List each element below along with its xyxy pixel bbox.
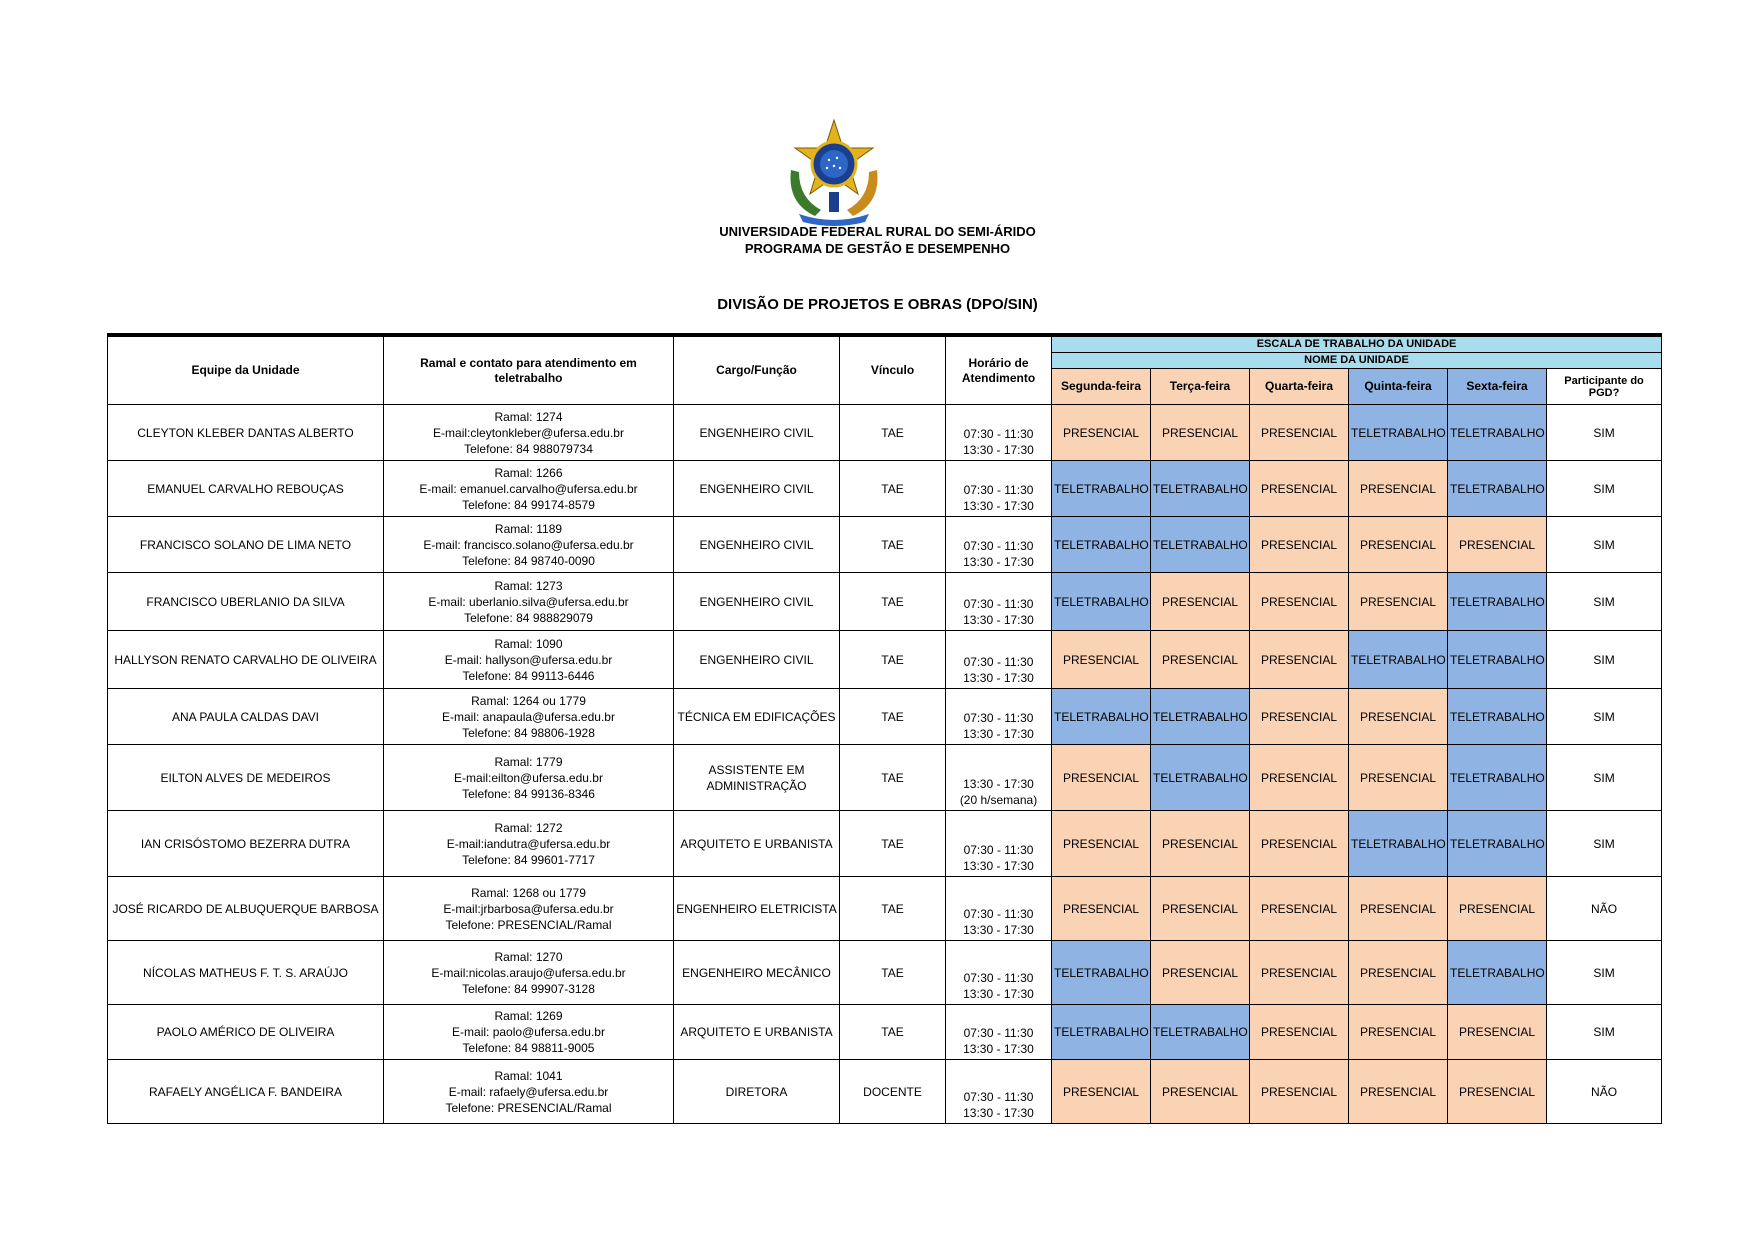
- day-status-cell: TELETRABALHO: [1052, 1005, 1151, 1060]
- work-schedule-table: [107, 333, 1662, 1124]
- header-day-thursday: Quinta-feira: [1349, 369, 1448, 405]
- day-status-cell: TELETRABALHO: [1151, 689, 1250, 745]
- hours-line-1: 07:30 - 11:30: [963, 597, 1034, 611]
- day-status-cell: TELETRABALHO: [1151, 461, 1250, 517]
- hours-cell: [946, 573, 1052, 631]
- day-status-cell: TELETRABALHO: [1448, 745, 1547, 811]
- header-schedule-band: ESCALA DE TRABALHO DA UNIDADE: [1052, 335, 1662, 353]
- table-row: [108, 1060, 1662, 1124]
- brazil-coat-of-arms-icon: [785, 118, 883, 228]
- contact-ramal: Ramal: 1274: [494, 409, 563, 424]
- day-status-cell: PRESENCIAL: [1448, 1005, 1547, 1060]
- contact-phone: Telefone: 84 988829079: [464, 610, 593, 625]
- hours-cell: [946, 689, 1052, 745]
- header-contact: Ramal e contato para atendimento em teletrabalho: [384, 335, 674, 405]
- day-status-cell: TELETRABALHO: [1448, 811, 1547, 877]
- table-row: [108, 811, 1662, 877]
- contact-email: E-mail: anapaula@ufersa.edu.br: [442, 709, 615, 724]
- contact-phone: Telefone: 84 98806-1928: [462, 725, 595, 740]
- day-status-cell: PRESENCIAL: [1349, 1005, 1448, 1060]
- day-status-cell: TELETRABALHO: [1448, 461, 1547, 517]
- hours-line-2: 13:30 - 17:30: [963, 1042, 1034, 1056]
- contact-phone: Telefone: 84 99136-8346: [462, 786, 595, 801]
- day-status-cell: PRESENCIAL: [1250, 941, 1349, 1005]
- day-status-cell: PRESENCIAL: [1151, 631, 1250, 689]
- day-status-cell: TELETRABALHO: [1052, 573, 1151, 631]
- contact-ramal: Ramal: 1273: [494, 578, 563, 593]
- pgd-cell: SIM: [1547, 631, 1662, 689]
- contact-phone: Telefone: 84 98740-0090: [462, 553, 595, 568]
- contact-cell: [384, 573, 674, 631]
- contact-phone: Telefone: 84 99174-8579: [462, 497, 595, 512]
- day-status-cell: PRESENCIAL: [1250, 1005, 1349, 1060]
- member-name: FRANCISCO UBERLANIO DA SILVA: [108, 573, 384, 631]
- member-name: FRANCISCO SOLANO DE LIMA NETO: [108, 517, 384, 573]
- bond-cell: TAE: [840, 1005, 946, 1060]
- header-bond: Vínculo: [840, 335, 946, 405]
- bond-cell: TAE: [840, 573, 946, 631]
- role-cell: ENGENHEIRO CIVIL: [674, 631, 840, 689]
- hours-line-1: 07:30 - 11:30: [963, 711, 1034, 725]
- day-status-cell: PRESENCIAL: [1349, 1060, 1448, 1124]
- day-status-cell: PRESENCIAL: [1250, 877, 1349, 941]
- role-cell: ASSISTENTE EM ADMINISTRAÇÃO: [674, 745, 840, 811]
- bond-cell: TAE: [840, 941, 946, 1005]
- day-status-cell: TELETRABALHO: [1349, 811, 1448, 877]
- member-name: PAOLO AMÉRICO DE OLIVEIRA: [108, 1005, 384, 1060]
- contact-cell: [384, 631, 674, 689]
- hours-line-1: 07:30 - 11:30: [963, 427, 1034, 441]
- day-status-cell: PRESENCIAL: [1349, 941, 1448, 1005]
- header-pgd: Participante do PGD?: [1547, 369, 1662, 405]
- day-status-cell: PRESENCIAL: [1250, 405, 1349, 461]
- bond-cell: TAE: [840, 877, 946, 941]
- program-name: PROGRAMA DE GESTÃO E DESEMPENHO: [744, 241, 1011, 256]
- day-status-cell: TELETRABALHO: [1151, 517, 1250, 573]
- contact-cell: [384, 405, 674, 461]
- day-status-cell: TELETRABALHO: [1448, 689, 1547, 745]
- hours-cell: [946, 461, 1052, 517]
- role-cell: ENGENHEIRO CIVIL: [674, 405, 840, 461]
- day-status-cell: PRESENCIAL: [1448, 1060, 1547, 1124]
- day-status-cell: TELETRABALHO: [1448, 573, 1547, 631]
- contact-ramal: Ramal: 1270: [494, 949, 563, 964]
- table-row: [108, 517, 1662, 573]
- bond-cell: TAE: [840, 631, 946, 689]
- bond-cell: TAE: [840, 745, 946, 811]
- hours-line-2: 13:30 - 17:30: [963, 671, 1034, 685]
- day-status-cell: TELETRABALHO: [1448, 631, 1547, 689]
- day-status-cell: PRESENCIAL: [1448, 517, 1547, 573]
- bond-cell: TAE: [840, 689, 946, 745]
- pgd-cell: SIM: [1547, 573, 1662, 631]
- hours-line-2: 13:30 - 17:30: [963, 555, 1034, 569]
- day-status-cell: PRESENCIAL: [1448, 877, 1547, 941]
- table-row: [108, 745, 1662, 811]
- table-row: [108, 689, 1662, 745]
- hours-cell: [946, 811, 1052, 877]
- day-status-cell: PRESENCIAL: [1151, 1060, 1250, 1124]
- pgd-cell: SIM: [1547, 745, 1662, 811]
- contact-phone: Telefone: 84 99113-6446: [462, 668, 595, 683]
- contact-cell: [384, 941, 674, 1005]
- contact-cell: [384, 1060, 674, 1124]
- hours-cell: [946, 1005, 1052, 1060]
- contact-email: E-mail:eilton@ufersa.edu.br: [454, 770, 603, 785]
- hours-line-2: 13:30 - 17:30: [963, 1106, 1034, 1120]
- pgd-cell: SIM: [1547, 811, 1662, 877]
- member-name: HALLYSON RENATO CARVALHO DE OLIVEIRA: [108, 631, 384, 689]
- day-status-cell: PRESENCIAL: [1250, 1060, 1349, 1124]
- pgd-cell: SIM: [1547, 461, 1662, 517]
- role-cell: ENGENHEIRO MECÂNICO: [674, 941, 840, 1005]
- hours-line-2: 13:30 - 17:30: [963, 859, 1034, 873]
- hours-line-1: 07:30 - 11:30: [963, 1090, 1034, 1104]
- hours-line-2: (20 h/semana): [959, 793, 1038, 807]
- header-hours: Horário de Atendimento: [946, 335, 1052, 405]
- bond-cell: TAE: [840, 405, 946, 461]
- day-status-cell: PRESENCIAL: [1349, 877, 1448, 941]
- day-status-cell: PRESENCIAL: [1250, 573, 1349, 631]
- table-row: [108, 1005, 1662, 1060]
- day-status-cell: TELETRABALHO: [1151, 745, 1250, 811]
- contact-cell: [384, 461, 674, 517]
- contact-ramal: Ramal: 1264 ou 1779: [471, 693, 586, 708]
- header-day-wednesday: Quarta-feira: [1250, 369, 1349, 405]
- day-status-cell: TELETRABALHO: [1052, 941, 1151, 1005]
- hours-cell: [946, 941, 1052, 1005]
- role-cell: ARQUITETO E URBANISTA: [674, 811, 840, 877]
- hours-line-2: 13:30 - 17:30: [963, 923, 1034, 937]
- member-name: CLEYTON KLEBER DANTAS ALBERTO: [108, 405, 384, 461]
- contact-email: E-mail: emanuel.carvalho@ufersa.edu.br: [419, 481, 638, 496]
- hours-line-1: 07:30 - 11:30: [963, 907, 1034, 921]
- day-status-cell: PRESENCIAL: [1250, 517, 1349, 573]
- contact-cell: [384, 745, 674, 811]
- hours-cell: [946, 745, 1052, 811]
- contact-ramal: Ramal: 1272: [494, 820, 563, 835]
- day-status-cell: PRESENCIAL: [1349, 517, 1448, 573]
- role-cell: ARQUITETO E URBANISTA: [674, 1005, 840, 1060]
- contact-phone: Telefone: 84 98811-9005: [462, 1041, 595, 1055]
- day-status-cell: TELETRABALHO: [1151, 1005, 1250, 1060]
- contact-ramal: Ramal: 1266: [494, 465, 563, 480]
- table-row: [108, 405, 1662, 461]
- contact-email: E-mail: uberlanio.silva@ufersa.edu.br: [428, 594, 629, 609]
- contact-email: E-mail: francisco.solano@ufersa.edu.br: [423, 537, 634, 552]
- member-name: EILTON ALVES DE MEDEIROS: [108, 745, 384, 811]
- pgd-cell: SIM: [1547, 941, 1662, 1005]
- day-status-cell: PRESENCIAL: [1052, 811, 1151, 877]
- day-status-cell: TELETRABALHO: [1052, 461, 1151, 517]
- role-cell: ENGENHEIRO CIVIL: [674, 517, 840, 573]
- day-status-cell: PRESENCIAL: [1250, 461, 1349, 517]
- day-status-cell: PRESENCIAL: [1151, 405, 1250, 461]
- table-row: [108, 877, 1662, 941]
- division-title: DIVISÃO DE PROJETOS E OBRAS (DPO/SIN): [717, 296, 1038, 313]
- day-status-cell: PRESENCIAL: [1052, 745, 1151, 811]
- day-status-cell: PRESENCIAL: [1349, 689, 1448, 745]
- contact-ramal: Ramal: 1041: [494, 1068, 563, 1083]
- contact-email: E-mail:nicolas.araujo@ufersa.edu.br: [431, 965, 626, 980]
- contact-phone: Telefone: 84 99907-3128: [462, 981, 595, 996]
- pgd-cell: SIM: [1547, 405, 1662, 461]
- contact-ramal: Ramal: 1090: [494, 636, 563, 651]
- role-cell: DIRETORA: [674, 1060, 840, 1124]
- hours-cell: [946, 1060, 1052, 1124]
- contact-cell: [384, 689, 674, 745]
- pgd-cell: NÃO: [1547, 877, 1662, 941]
- member-name: JOSÉ RICARDO DE ALBUQUERQUE BARBOSA: [108, 877, 384, 941]
- contact-cell: [384, 517, 674, 573]
- member-name: NÍCOLAS MATHEUS F. T. S. ARAÚJO: [108, 941, 384, 1005]
- day-status-cell: PRESENCIAL: [1151, 573, 1250, 631]
- hours-line-2: 13:30 - 17:30: [963, 727, 1034, 741]
- day-status-cell: PRESENCIAL: [1151, 811, 1250, 877]
- day-status-cell: PRESENCIAL: [1250, 811, 1349, 877]
- header-team: Equipe da Unidade: [108, 335, 384, 405]
- role-cell: ENGENHEIRO CIVIL: [674, 461, 840, 517]
- contact-ramal: Ramal: 1779: [494, 754, 563, 769]
- day-status-cell: PRESENCIAL: [1349, 573, 1448, 631]
- day-status-cell: PRESENCIAL: [1250, 631, 1349, 689]
- table-row: [108, 941, 1662, 1005]
- table-row: [108, 461, 1662, 517]
- hours-line-1: 13:30 - 17:30: [963, 777, 1034, 791]
- member-name: EMANUEL CARVALHO REBOUÇAS: [108, 461, 384, 517]
- day-status-cell: PRESENCIAL: [1052, 1060, 1151, 1124]
- hours-line-2: 13:30 - 17:30: [963, 443, 1034, 457]
- day-status-cell: PRESENCIAL: [1250, 689, 1349, 745]
- hours-cell: [946, 517, 1052, 573]
- bond-cell: TAE: [840, 517, 946, 573]
- role-cell: TÉCNICA EM EDIFICAÇÕES: [674, 689, 840, 745]
- day-status-cell: PRESENCIAL: [1052, 405, 1151, 461]
- day-status-cell: PRESENCIAL: [1250, 745, 1349, 811]
- pgd-cell: NÃO: [1547, 1060, 1662, 1124]
- day-status-cell: PRESENCIAL: [1349, 461, 1448, 517]
- member-name: IAN CRISÓSTOMO BEZERRA DUTRA: [108, 811, 384, 877]
- contact-phone: Telefone: 84 988079734: [464, 441, 593, 456]
- table-row: [108, 573, 1662, 631]
- day-status-cell: TELETRABALHO: [1349, 405, 1448, 461]
- day-status-cell: PRESENCIAL: [1151, 941, 1250, 1005]
- contact-cell: [384, 1005, 674, 1060]
- day-status-cell: PRESENCIAL: [1151, 877, 1250, 941]
- hours-cell: [946, 405, 1052, 461]
- contact-phone: Telefone: PRESENCIAL/Ramal: [445, 1100, 612, 1115]
- header-day-monday: Segunda-feira: [1052, 369, 1151, 405]
- table-row: [108, 631, 1662, 689]
- role-cell: ENGENHEIRO CIVIL: [674, 573, 840, 631]
- day-status-cell: PRESENCIAL: [1052, 877, 1151, 941]
- hours-line-1: 07:30 - 11:30: [963, 655, 1034, 669]
- pgd-cell: SIM: [1547, 689, 1662, 745]
- bond-cell: DOCENTE: [840, 1060, 946, 1124]
- day-status-cell: TELETRABALHO: [1052, 517, 1151, 573]
- hours-line-2: 13:30 - 17:30: [963, 613, 1034, 627]
- hours-line-1: 07:30 - 11:30: [963, 483, 1034, 497]
- day-status-cell: PRESENCIAL: [1349, 745, 1448, 811]
- hours-line-1: 07:30 - 11:30: [963, 1026, 1034, 1040]
- member-name: ANA PAULA CALDAS DAVI: [108, 689, 384, 745]
- day-status-cell: TELETRABALHO: [1052, 689, 1151, 745]
- contact-email: E-mail: rafaely@ufersa.edu.br: [448, 1084, 609, 1099]
- contact-email: E-mail:iandutra@ufersa.edu.br: [446, 836, 611, 851]
- role-cell: ENGENHEIRO ELETRICISTA: [674, 877, 840, 941]
- member-name: RAFAELY ANGÉLICA F. BANDEIRA: [108, 1060, 384, 1124]
- header-unit-band: NOME DA UNIDADE: [1052, 353, 1662, 369]
- hours-line-2: 13:30 - 17:30: [963, 987, 1034, 1001]
- day-status-cell: TELETRABALHO: [1448, 405, 1547, 461]
- contact-email: E-mail:jrbarbosa@ufersa.edu.br: [443, 901, 614, 916]
- contact-phone: Telefone: 84 99601-7717: [462, 852, 595, 867]
- contact-email: E-mail: hallyson@ufersa.edu.br: [444, 652, 613, 667]
- hours-line-1: 07:30 - 11:30: [963, 539, 1034, 553]
- contact-email: E-mail: paolo@ufersa.edu.br: [452, 1025, 605, 1039]
- bond-cell: TAE: [840, 461, 946, 517]
- contact-ramal: Ramal: 1269: [494, 1009, 563, 1023]
- contact-cell: [384, 877, 674, 941]
- contact-phone: Telefone: PRESENCIAL/Ramal: [445, 917, 612, 932]
- header-day-friday: Sexta-feira: [1448, 369, 1547, 405]
- pgd-cell: SIM: [1547, 1005, 1662, 1060]
- hours-line-1: 07:30 - 11:30: [963, 971, 1034, 985]
- hours-cell: [946, 631, 1052, 689]
- hours-cell: [946, 877, 1052, 941]
- institution-name: UNIVERSIDADE FEDERAL RURAL DO SEMI-ÁRIDO: [719, 224, 1036, 239]
- bond-cell: TAE: [840, 811, 946, 877]
- contact-cell: [384, 811, 674, 877]
- day-status-cell: PRESENCIAL: [1052, 631, 1151, 689]
- contact-ramal: Ramal: 1268 ou 1779: [471, 885, 586, 900]
- header-day-tuesday: Terça-feira: [1151, 369, 1250, 405]
- pgd-cell: SIM: [1547, 517, 1662, 573]
- contact-email: E-mail:cleytonkleber@ufersa.edu.br: [433, 425, 624, 440]
- header-role: Cargo/Função: [674, 335, 840, 405]
- day-status-cell: TELETRABALHO: [1349, 631, 1448, 689]
- hours-line-1: 07:30 - 11:30: [963, 843, 1034, 857]
- day-status-cell: TELETRABALHO: [1448, 941, 1547, 1005]
- hours-line-2: 13:30 - 17:30: [963, 499, 1034, 513]
- contact-ramal: Ramal: 1189: [494, 521, 563, 536]
